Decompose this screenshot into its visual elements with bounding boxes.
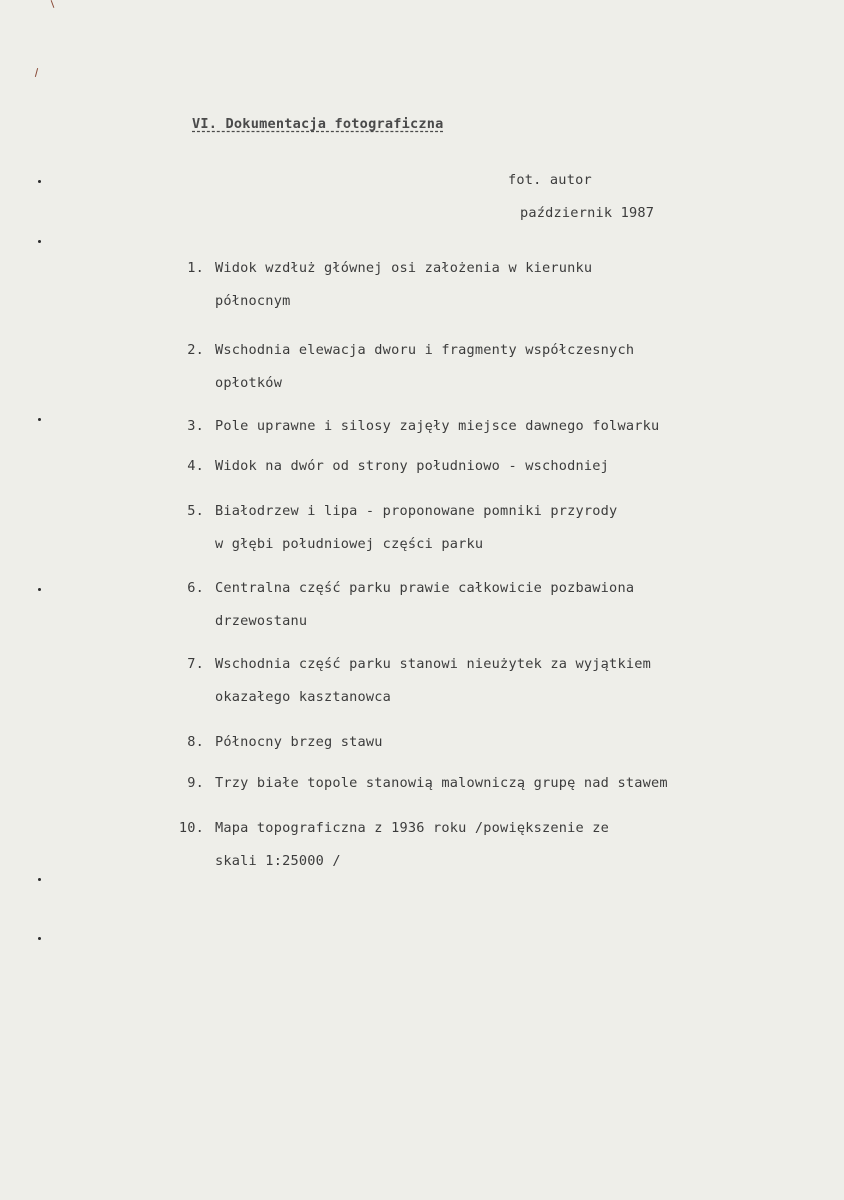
item-text	[215, 648, 651, 714]
item-number: 6.	[187, 580, 204, 596]
item-text	[215, 726, 383, 759]
punch-dot	[38, 588, 41, 591]
item-line: skali 1:25000 /	[215, 853, 341, 869]
punch-dot	[38, 937, 41, 940]
item-line: Wschodnia część parku stanowi nieużytek za wyjątkiem	[215, 656, 651, 672]
edge-mark	[35, 68, 38, 77]
punch-dot	[38, 180, 41, 183]
item-text	[215, 495, 617, 561]
item-text	[215, 767, 668, 800]
item-text	[215, 252, 592, 318]
punch-dot	[38, 878, 41, 881]
item-text	[215, 812, 609, 878]
item-line: Trzy białe topole stanowią malowniczą grupę nad stawem	[215, 775, 668, 791]
edge-mark	[51, 0, 55, 8]
item-line: drzewostanu	[215, 613, 308, 629]
punch-dot	[38, 418, 41, 421]
item-line: Wschodnia elewacja dworu i fragmenty współczesnych	[215, 342, 635, 358]
item-line: w głębi południowej części parku	[215, 536, 484, 552]
item-line: Centralna część parku prawie całkowicie pozbawiona	[215, 580, 635, 596]
item-number: 3.	[187, 418, 204, 434]
photo-date: październik 1987	[520, 205, 655, 221]
item-number: 10.	[178, 820, 204, 836]
item-number: 7.	[187, 656, 204, 672]
item-number: 1.	[187, 260, 204, 276]
item-line: północnym	[215, 293, 291, 309]
item-text	[215, 410, 659, 443]
item-line: Pole uprawne i silosy zajęły miejsce dawnego folwarku	[215, 418, 660, 434]
item-line: Widok na dwór od strony południowo - wschodniej	[215, 458, 610, 474]
item-line: opłotków	[215, 375, 283, 391]
item-line: Mapa topograficzna z 1936 roku /powiększenie ze	[215, 820, 610, 836]
item-line: Białodrzew i lipa - proponowane pomniki przyrody	[215, 503, 618, 519]
item-text	[215, 450, 609, 483]
item-number: 9.	[187, 775, 204, 791]
item-number: 8.	[187, 734, 204, 750]
item-line: okazałego kasztanowca	[215, 689, 392, 705]
item-number: 4.	[187, 458, 204, 474]
item-number: 2.	[187, 342, 204, 358]
photo-author: fot. autor	[508, 172, 592, 188]
item-number: 5.	[187, 503, 204, 519]
item-text	[215, 334, 634, 400]
item-line: Północny brzeg stawu	[215, 734, 383, 750]
document-title: VI. Dokumentacja fotograficzna	[192, 116, 444, 132]
item-line: Widok wzdłuż głównej osi założenia w kierunku	[215, 260, 593, 276]
item-text	[215, 572, 634, 638]
punch-dot	[38, 240, 41, 243]
